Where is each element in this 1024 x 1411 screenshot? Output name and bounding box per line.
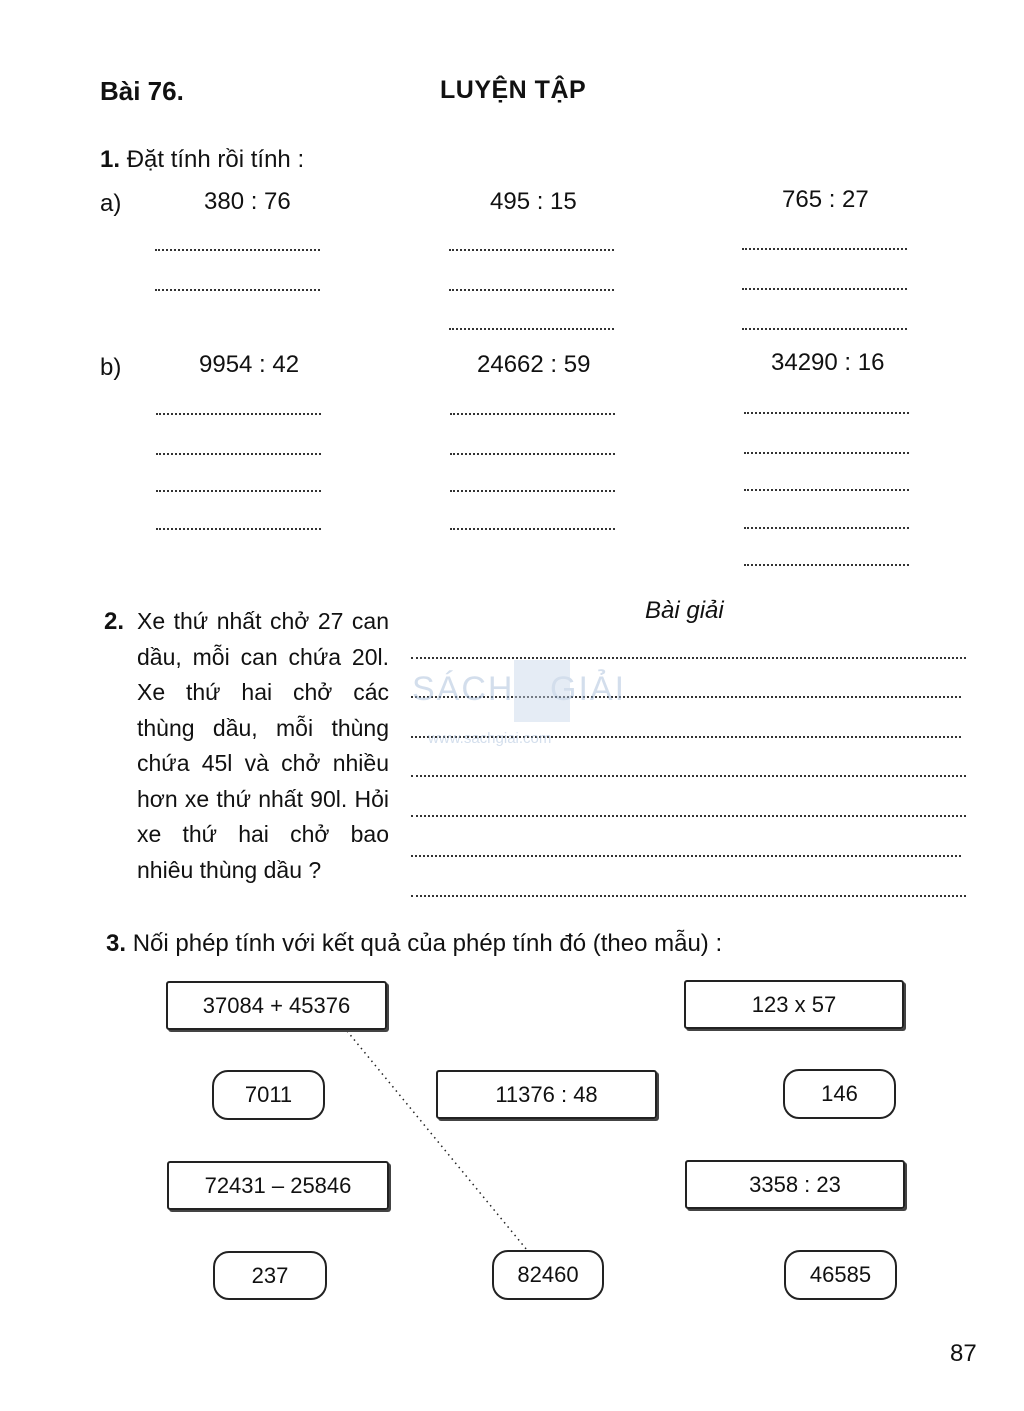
watermark-text-right: GIẢI	[550, 670, 627, 708]
exercise3-number: 3.	[106, 930, 127, 957]
calc-box-subtraction[interactable]: 72431 – 25846	[167, 1161, 389, 1210]
part-a-label: a)	[100, 190, 122, 217]
calc-box-division-48[interactable]: 11376 : 48	[436, 1070, 657, 1119]
exercise2-problem: Xe thứ nhất chở 27 can dầu, mỗi can chứa 20l. Xe thứ hai chở các thùng dầu, mỗi thùng chứa 45l và chở nhiều hơn xe thứ nhất 90l. Hỏi xe thứ hai chở bao nhiêu thùng dầu ?	[137, 608, 389, 883]
division-a2: 495 : 15	[490, 188, 577, 215]
lesson-number: Bài 76.	[100, 76, 184, 106]
exercise1-instruction: Đặt tính rồi tính :	[126, 146, 305, 173]
part-b-label: b)	[100, 354, 122, 381]
watermark-url: www.sachgiai.com	[428, 730, 552, 747]
solution-label: Bài giải	[645, 597, 724, 624]
result-box-146[interactable]: 146	[783, 1069, 896, 1119]
watermark-text-left: SÁCH	[412, 670, 515, 708]
exercise3-instruction: Nối phép tính với kết quả của phép tính đó (theo mẫu) :	[132, 930, 723, 957]
sample-connector-line	[347, 1031, 527, 1250]
page-number: 87	[950, 1340, 977, 1367]
exercise2-number: 2.	[104, 608, 125, 635]
division-b1: 9954 : 42	[199, 351, 300, 378]
division-b2: 24662 : 59	[477, 351, 591, 378]
result-box-7011[interactable]: 7011	[212, 1070, 325, 1120]
calc-box-multiplication[interactable]: 123 x 57	[684, 980, 904, 1029]
result-box-46585[interactable]: 46585	[784, 1250, 897, 1300]
result-box-82460[interactable]: 82460	[492, 1250, 604, 1300]
calc-box-division-23[interactable]: 3358 : 23	[685, 1160, 905, 1209]
division-b3: 34290 : 16	[771, 349, 885, 376]
calc-box-addition[interactable]: 37084 + 45376	[166, 981, 387, 1030]
result-box-237[interactable]: 237	[213, 1251, 327, 1300]
lesson-title: LUYỆN TẬP	[440, 76, 587, 104]
division-a1: 380 : 76	[204, 188, 291, 215]
exercise1-number: 1.	[100, 146, 121, 173]
division-a3: 765 : 27	[782, 186, 869, 213]
